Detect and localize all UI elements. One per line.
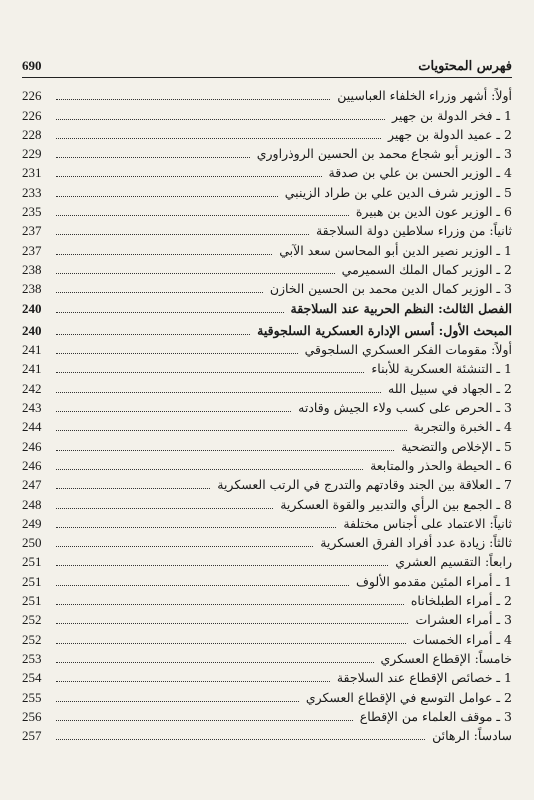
toc-entry-title: 2 ـ عوامل التوسع في الإقطاع العسكري <box>305 689 512 705</box>
toc-entry-title: سادساً: الرهائن <box>432 728 512 744</box>
toc-entry-title: 4 ـ أمراء الخمسات <box>412 631 512 647</box>
toc-entry-page: 226 <box>22 88 42 104</box>
toc-entry <box>22 571 512 590</box>
toc-entry-page: 256 <box>22 708 42 724</box>
toc-entry <box>22 221 512 240</box>
toc-entry-page: 252 <box>22 631 42 647</box>
toc-entry-page: 226 <box>22 107 42 123</box>
toc-entry-title: 7 ـ العلاقة بين الجند وقادتهم والتدرج في الرتب العسكرية <box>217 477 512 493</box>
toc-entry-page: 244 <box>22 419 42 435</box>
table-of-contents <box>22 86 512 745</box>
dot-leader <box>56 700 299 702</box>
toc-entry-page: 250 <box>22 535 42 551</box>
toc-entry-page: 238 <box>22 281 42 297</box>
dot-leader <box>56 214 349 216</box>
toc-entry-page: 243 <box>22 400 42 416</box>
toc-entry-page: 249 <box>22 515 42 531</box>
dot-leader <box>56 352 298 354</box>
dot-leader <box>56 526 336 528</box>
page-number: 690 <box>22 58 42 73</box>
dot-leader <box>56 429 407 431</box>
toc-entry-page: 251 <box>22 593 42 609</box>
toc-entry-page: 254 <box>22 670 42 686</box>
toc-entry-page: 240 <box>22 300 42 316</box>
toc-entry <box>22 279 512 298</box>
toc-entry <box>22 417 512 436</box>
dot-leader <box>56 137 381 139</box>
toc-entry-title: أولاً: أشهر وزراء الخلفاء العباسيين <box>337 88 512 104</box>
toc-entry-title: خامساً: الإقطاع العسكري <box>380 650 512 666</box>
toc-entry-title: 3 ـ الوزير أبو شجاع محمد بن الحسين الروذراوري <box>256 146 512 162</box>
dot-leader <box>56 449 394 451</box>
dot-leader <box>56 272 335 274</box>
toc-entry-page: 242 <box>22 380 42 396</box>
dot-leader <box>56 603 404 605</box>
dot-leader <box>56 118 385 120</box>
toc-entry <box>22 649 512 668</box>
toc-entry-title: الفصل الثالث: النظم الحربية عند السلاجقة <box>290 300 512 316</box>
toc-entry-title: 3 ـ أمراء العشرات <box>415 612 512 628</box>
running-title: فهرس المحتويات <box>418 59 512 74</box>
toc-entry-page: 237 <box>22 223 42 239</box>
dot-leader <box>56 507 273 509</box>
toc-entry-page: 247 <box>22 477 42 493</box>
toc-entry-page: 248 <box>22 496 42 512</box>
toc-entry-page: 251 <box>22 573 42 589</box>
toc-entry <box>22 494 512 513</box>
toc-entry-title: 3 ـ الحرص على كسب ولاء الجيش وقادته <box>298 400 512 416</box>
toc-entry <box>22 398 512 417</box>
toc-entry <box>22 321 512 340</box>
toc-entry <box>22 298 512 317</box>
dot-leader <box>56 487 210 489</box>
toc-entry <box>22 105 512 124</box>
toc-entry <box>22 533 512 552</box>
dot-leader <box>56 719 353 721</box>
dot-leader <box>56 564 388 566</box>
toc-entry <box>22 202 512 221</box>
dot-leader <box>56 371 364 373</box>
toc-entry <box>22 610 512 629</box>
toc-entry-page: 241 <box>22 342 42 358</box>
toc-entry <box>22 86 512 105</box>
dot-leader <box>56 642 406 644</box>
dot-leader <box>56 622 408 624</box>
toc-entry <box>22 707 512 726</box>
toc-entry-title: 1 ـ فخر الدولة بن جهير <box>392 107 512 123</box>
toc-entry-title: 5 ـ الوزير شرف الدين علي بن طراد الزينبي <box>284 184 512 200</box>
toc-entry-page: 235 <box>22 204 42 220</box>
toc-entry-page: 241 <box>22 361 42 377</box>
toc-entry-page: 229 <box>22 146 42 162</box>
toc-entry-title: 2 ـ أمراء الطبلخاناه <box>410 593 512 609</box>
dot-leader <box>56 233 309 235</box>
dot-leader <box>56 291 263 293</box>
toc-entry <box>22 125 512 144</box>
toc-entry <box>22 552 512 571</box>
toc-entry <box>22 340 512 359</box>
dot-leader <box>56 195 278 197</box>
toc-entry-page: 252 <box>22 612 42 628</box>
toc-entry <box>22 475 512 494</box>
toc-entry-page: 246 <box>22 438 42 454</box>
toc-entry-page: 233 <box>22 184 42 200</box>
toc-entry <box>22 514 512 533</box>
toc-entry <box>22 436 512 455</box>
dot-leader <box>56 175 322 177</box>
toc-entry-title: ثالثاً: زيادة عدد أفراد الفرق العسكرية <box>320 535 512 551</box>
toc-entry-title: 1 ـ أمراء المئين مقدمو الألوف <box>355 573 512 589</box>
toc-entry-page: 228 <box>22 126 42 142</box>
toc-entry-title: 2 ـ الوزير كمال الملك السميرمي <box>341 261 512 277</box>
dot-leader <box>56 410 291 412</box>
toc-entry <box>22 629 512 648</box>
toc-entry <box>22 359 512 378</box>
dot-leader <box>56 738 425 740</box>
dot-leader <box>56 333 250 335</box>
toc-entry-page: 246 <box>22 457 42 473</box>
toc-entry-page: 253 <box>22 650 42 666</box>
toc-entry-title: 2 ـ عميد الدولة بن جهير <box>387 126 512 142</box>
toc-entry-page: 240 <box>22 322 42 338</box>
toc-entry <box>22 456 512 475</box>
toc-entry <box>22 378 512 397</box>
toc-entry <box>22 144 512 163</box>
toc-entry <box>22 260 512 279</box>
toc-entry <box>22 726 512 745</box>
dot-leader <box>56 391 381 393</box>
header-rule <box>22 77 512 78</box>
toc-entry <box>22 182 512 201</box>
toc-entry-title: 1 ـ خصائص الإقطاع عند السلاجقة <box>336 670 512 686</box>
toc-entry-title: 2 ـ الجهاد في سبيل الله <box>388 380 512 396</box>
toc-entry-title: أولاً: مقومات الفكر العسكري السلجوقي <box>304 342 512 358</box>
dot-leader <box>56 584 349 586</box>
toc-entry <box>22 668 512 687</box>
dot-leader <box>56 156 250 158</box>
toc-entry-title: 3 ـ موقف العلماء من الإقطاع <box>359 708 512 724</box>
toc-entry-title: 3 ـ الوزير كمال الدين محمد بن الحسين الخازن <box>269 281 512 297</box>
toc-entry-title: 4 ـ الوزير الحسن بن علي بن صدقة <box>328 165 512 181</box>
toc-entry-page: 251 <box>22 554 42 570</box>
dot-leader <box>56 545 313 547</box>
dot-leader <box>56 98 330 100</box>
toc-entry <box>22 163 512 182</box>
dot-leader <box>56 253 272 255</box>
toc-entry-title: 4 ـ الخبرة والتجربة <box>413 419 512 435</box>
toc-entry-title: ثانياً: من وزراء سلاطين دولة السلاجقة <box>315 223 512 239</box>
toc-entry-page: 238 <box>22 261 42 277</box>
toc-entry-page: 255 <box>22 689 42 705</box>
dot-leader <box>56 468 363 470</box>
toc-entry-title: 8 ـ الجمع بين الرأي والتدبير والقوة العسكرية <box>280 496 512 512</box>
toc-entry-page: 231 <box>22 165 42 181</box>
toc-entry-page: 237 <box>22 242 42 258</box>
toc-entry-title: 6 ـ الحيطة والحذر والمتابعة <box>370 457 512 473</box>
page-header <box>22 52 512 74</box>
dot-leader <box>56 661 374 663</box>
toc-entry-title: رابعاً: التقسيم العشري <box>395 554 512 570</box>
toc-entry-title: ثانياً: الاعتماد على أجناس مختلفة <box>343 515 512 531</box>
dot-leader <box>56 311 284 313</box>
toc-entry-title: 1 ـ الوزير نصير الدين أبو المحاسن سعد الآبي <box>279 242 512 258</box>
toc-entry <box>22 687 512 706</box>
toc-entry-page: 257 <box>22 728 42 744</box>
toc-entry-title: 1 ـ التنشئة العسكرية للأبناء <box>371 361 512 377</box>
toc-entry <box>22 240 512 259</box>
toc-entry-title: 5 ـ الإخلاص والتضحية <box>401 438 512 454</box>
dot-leader <box>56 680 330 682</box>
toc-entry-title: المبحث الأول: أسس الإدارة العسكرية السلجوقية <box>257 322 512 338</box>
toc-entry <box>22 591 512 610</box>
toc-entry-title: 6 ـ الوزير عون الدين بن هبيرة <box>355 204 512 220</box>
